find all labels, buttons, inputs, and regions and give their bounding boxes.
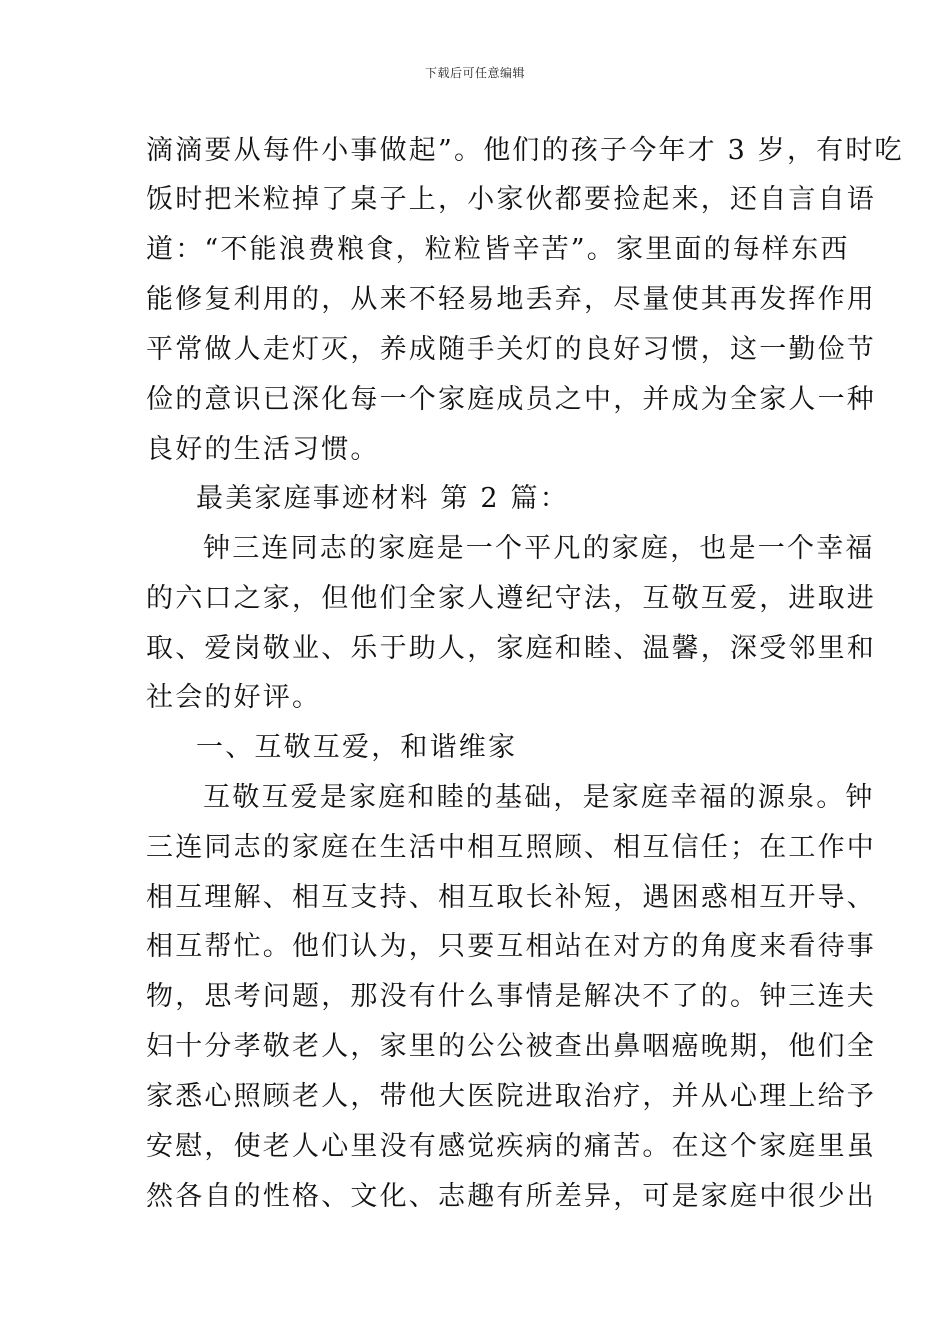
page-header: 下载后可任意编辑 [424, 66, 525, 80]
body-line: 的六口之家，但他们全家人遵纪守法，互敬互爱，进取进 [146, 583, 876, 614]
body-line: 取、爱岗敬业、乐于助人，家庭和睦、温馨，深受邻里和 [146, 633, 876, 664]
body-line: 饭时把米粒掉了桌子上，小家伙都要捡起来，还自言自语 [146, 184, 876, 215]
body-line: 家悉心照顾老人，带他大医院进取治疗，并从心理上给予 [146, 1081, 876, 1112]
body-line: 相互帮忙。他们认为，只要互相站在对方的角度来看待事 [146, 931, 876, 962]
body-line: 物，思考问题，那没有什么事情是解决不了的。钟三连夫 [146, 981, 876, 1012]
body-line: 社会的好评。 [146, 682, 322, 713]
body-line: 互敬互爱是家庭和睦的基础，是家庭幸福的源泉。钟 [203, 782, 875, 813]
body-line: 相互理解、相互支持、相互取长补短，遇困惑相互开导、 [146, 882, 876, 913]
body-line: 三连同志的家庭在生活中相互照顾、相互信任；在工作中 [146, 832, 876, 863]
body-line: 安慰，使老人心里没有感觉疾病的痛苦。在这个家庭里虽 [146, 1131, 876, 1162]
body-line: 能修复利用的，从来不轻易地丢弃，尽量使其再发挥作用 [146, 284, 876, 315]
body-line: 道：“不能浪费粮食，粒粒皆辛苦”。家里面的每样东西 [146, 234, 850, 265]
section-title: 最美家庭事迹材料 第 2 篇： [196, 483, 569, 514]
section-heading: 一、互敬互爱，和谐维家 [196, 732, 518, 763]
body-line: 俭的意识已深化每一个家庭成员之中，并成为全家人一种 [146, 384, 876, 415]
body-line: 平常做人走灯灭，养成随手关灯的良好习惯，这一勤俭节 [146, 334, 876, 365]
body-line: 妇十分孝敬老人，家里的公公被查出鼻咽癌晚期，他们全 [146, 1031, 876, 1062]
body-line: 良好的生活习惯。 [146, 434, 380, 465]
body-line: 然各自的性格、文化、志趣有所差异，可是家庭中很少出 [146, 1181, 876, 1212]
body-line: 滴滴要从每件小事做起”。他们的孩子今年才 3 岁，有时吃 [146, 135, 904, 166]
body-line: 钟三连同志的家庭是一个平凡的家庭，也是一个幸福 [203, 533, 875, 564]
